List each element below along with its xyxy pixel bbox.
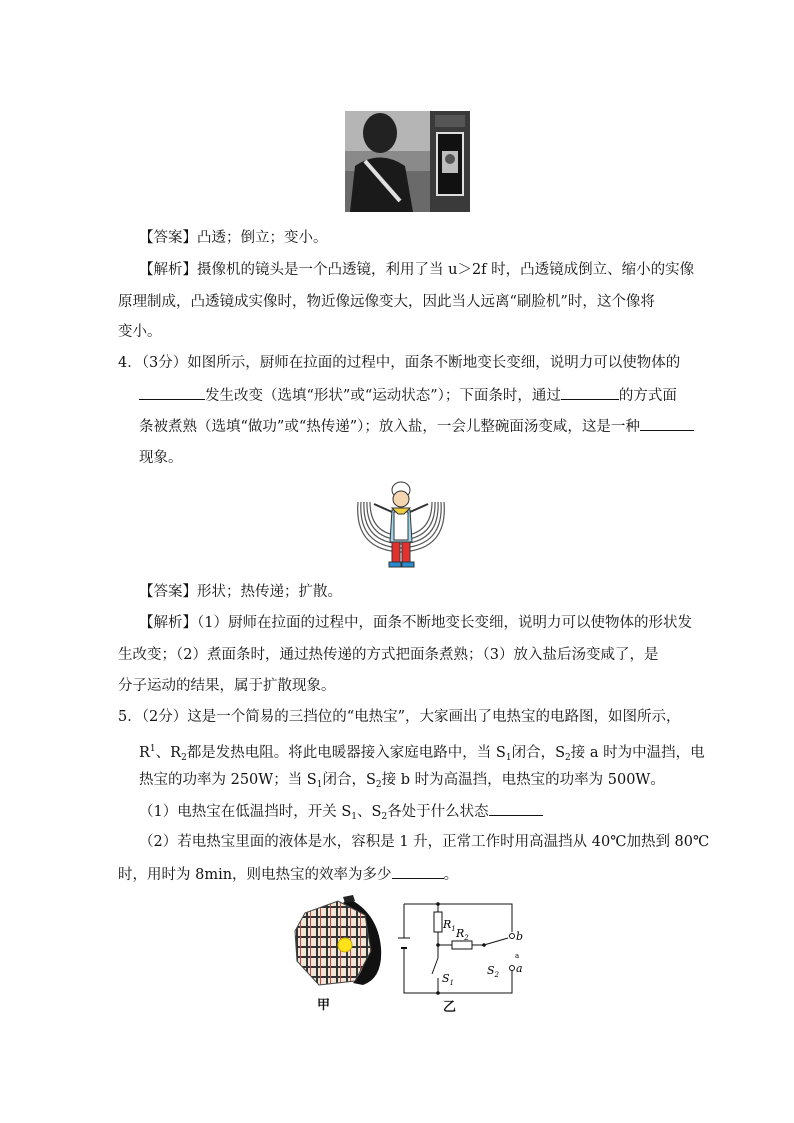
label-r1: $R_1$ (443, 918, 456, 933)
q5-line3: 热宝的功率为 250W；当 $S_1$闭合，$S_2$接 b 时为高温挡，电热宝的功率为 500W。 (139, 772, 665, 790)
q5-part2-line1: （2）若电热宝里面的液体是水，容积是 1 升，正常工作时用高温挡从 40℃加热到 80℃ (139, 834, 710, 850)
label-b: b (516, 930, 524, 943)
q4-answer: 【答案】形状；热传递；扩散。 (139, 584, 342, 600)
q3-analysis-line2: 原理制成，凸透镜成实像时，物近像远像变大，因此当人远离“刷脸机”时，这个像将 (118, 294, 655, 310)
figure-label-jia: 甲 (317, 998, 331, 1013)
label-a: a (516, 962, 523, 975)
q4-blank-1[interactable] (139, 385, 205, 400)
q5-part1: （1）电热宝在低温挡时，开关 $S_1$、$S_2$各处于什么状态 (139, 801, 543, 827)
q4-number: 4． (118, 355, 142, 371)
heating-bag-photo (293, 893, 385, 991)
q4-score: （3分） (141, 355, 188, 371)
label-s1: $S_1$ (442, 972, 455, 987)
q3-analysis-line3: 变小。 (118, 324, 162, 340)
label-s2: $S_2$ (487, 964, 500, 979)
q4-analysis-line3: 分子运动的结果，属于扩散现象。 (118, 678, 336, 694)
q5-line1: 5．（2分）这是一个简易的三挡位的“电热宝”，大家画出了电热宝的电路图，如图所示， (118, 709, 681, 725)
face-scan-photo (345, 111, 470, 212)
heating-bag-image (293, 893, 385, 991)
q5-line2: $R^1$、$R_2$都是发热电阻。将此电暖器接入家庭电路中，当 $S_1$闭合，$S_2$接 a 时为中温挡，电 (139, 744, 705, 763)
q4-blank-3[interactable] (640, 416, 694, 431)
circuit-diagram (396, 898, 532, 996)
q4-line1: 4．（3分）如图所示，厨师在拉面的过程中，面条不断地变长变细，说明力可以使物体的 (118, 355, 681, 371)
q5-score: （2分） (141, 709, 188, 725)
figure-label-yi: 乙 (443, 1000, 457, 1015)
q5-number: 5． (118, 709, 142, 725)
q4-analysis-line2: 生改变；（2）煮面条时，通过热传递的方式把面条煮熟；（3）放入盐后汤变咸了，是 (118, 647, 659, 663)
chef-noodle-illustration (352, 480, 450, 570)
q3-answer: 【答案】凸透；倒立；变小。 (139, 230, 328, 246)
q4-analysis-line1: 【解析】（1）厨师在拉面的过程中，面条不断地变长变细，说明力可以使物体的形状发 (139, 615, 692, 631)
q5-blank-2[interactable] (392, 864, 444, 879)
chef-noodle-image (352, 480, 450, 570)
q4-line2: 发生改变（选填“形状”或“运动状态”）；下面条时，通过 的方式面 (139, 385, 677, 406)
circuit-diagram-svg (396, 898, 532, 996)
label-r2: $R_2$ (456, 927, 469, 942)
q4-blank-2[interactable] (561, 385, 619, 400)
label-a-small: a (515, 952, 520, 960)
q3-analysis-line1: 【解析】摄像机的镜头是一个凸透镜，利用了当 u＞2f 时，凸透镜成倒立、缩小的实像 (139, 262, 695, 278)
q5-part2-line2: 时，用时为 8min，则电热宝的效率为多少 。 (118, 864, 458, 885)
camera-photo-image (345, 111, 470, 212)
q4-line3: 条被煮熟（选填“做功”或“热传递”）；放入盐，一会儿整碗面汤变咸，这是一种 (139, 416, 694, 437)
q4-line4: 现象。 (139, 450, 183, 466)
q5-blank-1[interactable] (489, 801, 543, 816)
